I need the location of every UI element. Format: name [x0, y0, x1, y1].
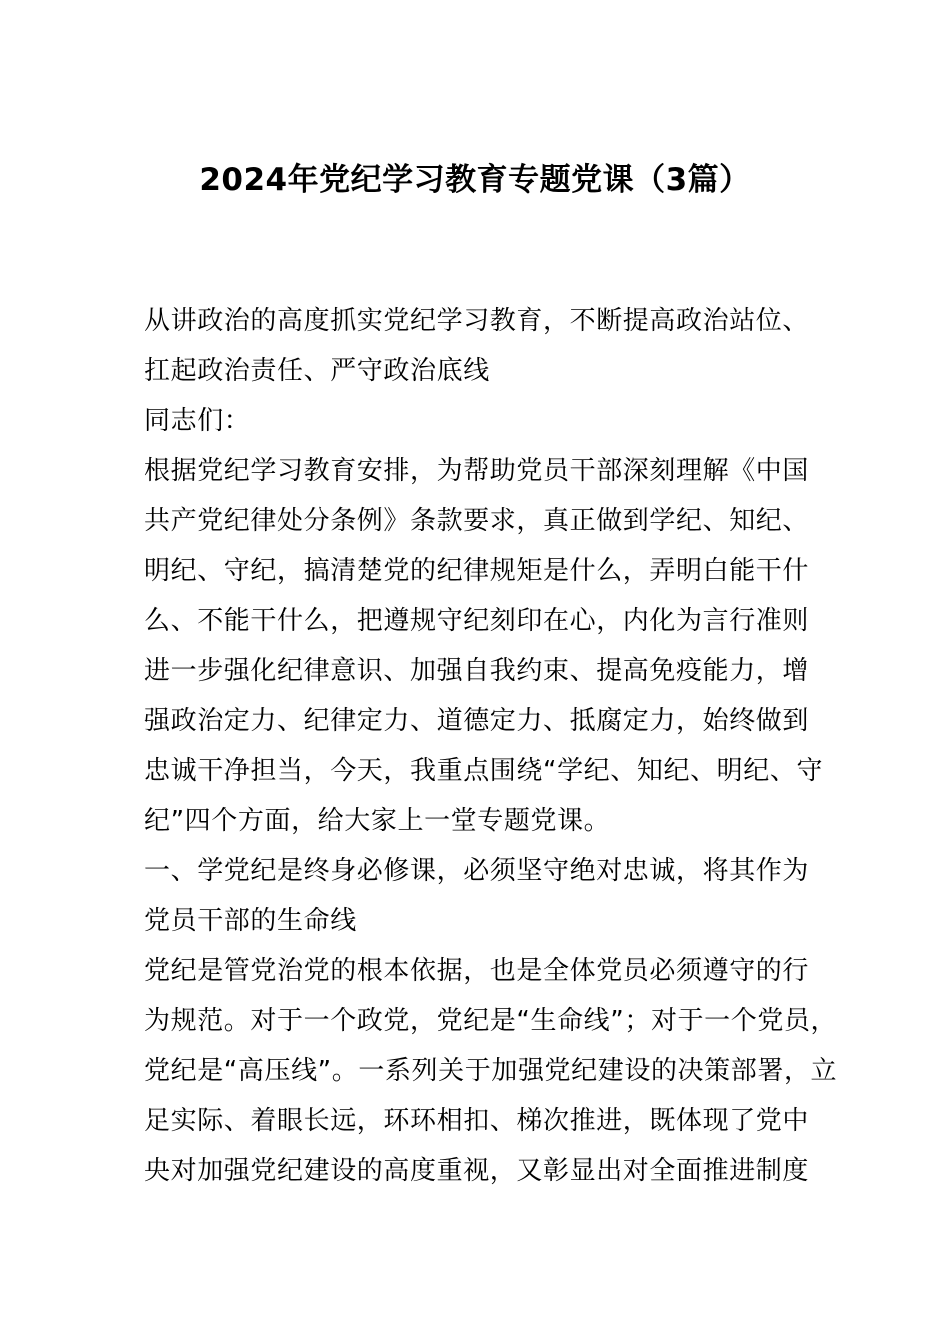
section-heading-line: 党员干部的生命线	[144, 906, 357, 936]
text-line: 进一步强化纪律意识、加强自我约束、提高免疫能力，增	[144, 656, 810, 686]
text-line: 足实际、着眼长远，环环相扣、梯次推进，既体现了党中	[144, 1106, 810, 1136]
text-line: 从讲政治的高度抓实党纪学习教育，不断提高政治站位、	[144, 306, 810, 336]
section-heading-line: 一、学党纪是终身必修课，必须坚守绝对忠诚，将其作为	[144, 856, 810, 886]
text-line: 纪”四个方面，给大家上一堂专题党课。	[144, 806, 611, 836]
text-line: 共产党纪律处分条例》条款要求，真正做到学纪、知纪、	[144, 506, 810, 536]
text-line: 明纪、守纪，搞清楚党的纪律规矩是什么，弄明白能干什	[144, 556, 810, 586]
text-line: 根据党纪学习教育安排，为帮助党员干部深刻理解《中国	[144, 456, 810, 486]
text-line: 忠诚干净担当，今天，我重点围绕“学纪、知纪、明纪、守	[144, 756, 824, 786]
text-line: 党纪是“高压线”。一系列关于加强党纪建设的决策部署，立	[144, 1056, 838, 1086]
text-line: 么、不能干什么，把遵规守纪刻印在心，内化为言行准则	[144, 606, 810, 636]
document-body	[144, 296, 838, 1196]
text-line: 党纪是管党治党的根本依据，也是全体党员必须遵守的行	[144, 956, 810, 986]
text-line: 央对加强党纪建设的高度重视，又彰显出对全面推进制度	[144, 1156, 810, 1186]
text-line: 扛起政治责任、严守政治底线	[144, 356, 490, 386]
text-line: 为规范。对于一个政党，党纪是“生命线”；对于一个党员，	[144, 1006, 838, 1036]
document-title: 2024年党纪学习教育专题党课（3篇）	[199, 162, 751, 198]
text-line: 强政治定力、纪律定力、道德定力、抵腐定力，始终做到	[144, 706, 810, 736]
text-line: 同志们：	[144, 406, 251, 436]
